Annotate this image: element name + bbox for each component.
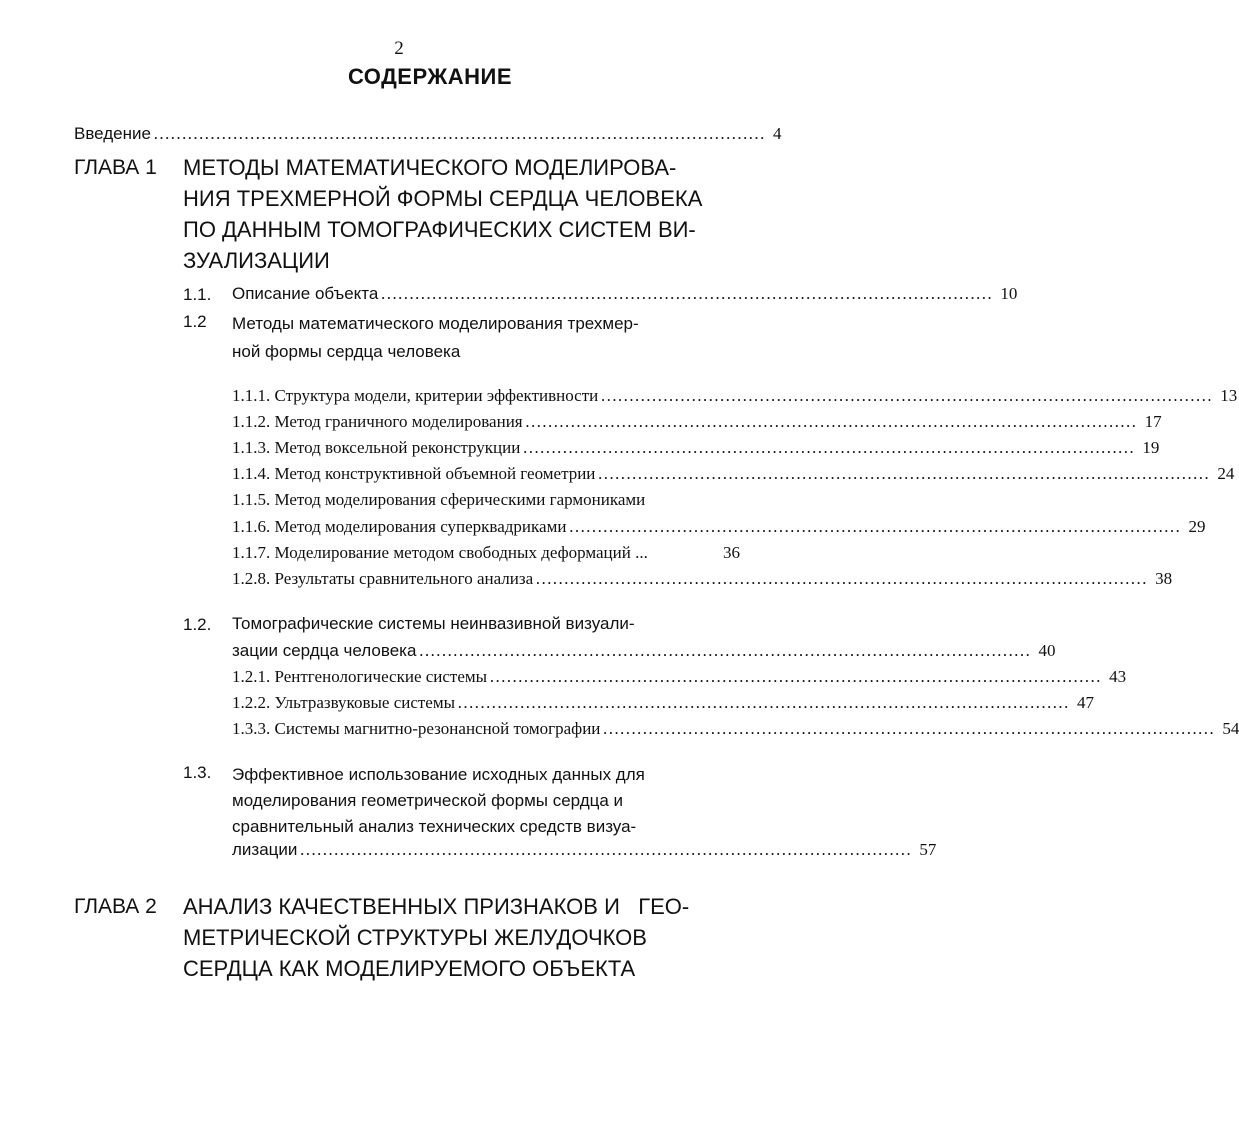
chapter1-label: ГЛАВА 1 [74,156,157,179]
toc-subsection[interactable] [232,543,740,563]
section-title-line: ной формы сердца человека [232,342,461,361]
leader-dots: ……………………………………………………………………………………………… [457,693,1070,712]
toc-entry-section-1-1[interactable] [232,284,1018,304]
subsection-page: 36 [723,543,740,562]
leader-dots: ……………………………………………………………………………………………… [299,840,912,859]
leader-dots: ……………………………………………………………………………………………… [597,464,1210,483]
section-num: 1.1. [183,285,212,304]
leader-dots: ……………………………………………………………………………………………… [602,719,1215,738]
toc-subsection[interactable] [232,412,1162,432]
toc-entry-intro[interactable] [74,124,782,144]
chapter1-title-line: ЗУАЛИЗАЦИИ [183,248,330,273]
chapter1-title-line: МЕТОДЫ МАТЕМАТИЧЕСКОГО МОДЕЛИРОВА- [183,155,677,180]
subsection-title: 1.2.1. Рентгенологические системы [232,667,488,686]
subsection-page: 19 [1142,438,1160,457]
subsection-page: 54 [1222,719,1239,738]
section-page: 10 [1000,284,1018,303]
leader-dots: ……………………………………………………………………………………………… [524,412,1137,431]
chapter2-title-line: СЕРДЦА КАК МОДЕЛИРУЕМОГО ОБЪЕКТА [183,956,636,981]
toc-subsection[interactable] [232,517,1206,537]
subsection-page: 38 [1155,569,1173,588]
toc-entry-section-1-3[interactable] [232,762,709,840]
section-page: 57 [919,840,937,859]
toc-subsection[interactable] [232,438,1160,458]
toc-subsection[interactable] [232,569,1173,589]
section-title: Описание объекта [232,284,379,303]
toc-entry-section-1-3-last[interactable] [232,840,937,860]
subsection-page: 29 [1188,517,1206,536]
leader-dots: ……………………………………………………………………………………………… [152,124,765,143]
subsection-title: 1.1.2. Метод граничного моделирования [232,412,523,431]
toc-subsection[interactable] [232,490,740,510]
chapter1-title-line: НИЯ ТРЕХМЕРНОЙ ФОРМЫ СЕРДЦА ЧЕЛОВЕКА [183,186,703,211]
leader-dots: ……………………………………………………………………………………………… [380,284,993,303]
toc-entry-section-1-2b[interactable] [232,641,1056,661]
subsection-page: 17 [1144,412,1162,431]
leader-dots: ……………………………………………………………………………………………… [418,641,1031,660]
section-title-line: лизации [232,840,298,859]
page-number: 2 [394,38,404,59]
section-title-line: Томографические системы неинвазивной визуали- [232,614,635,633]
section-page: 40 [1038,641,1056,660]
page-title: СОДЕРЖАНИЕ [347,64,513,89]
leader-dots: ……………………………………………………………………………………………… [600,386,1213,405]
leader-dots: ……………………………………………………………………………………………… [489,667,1102,686]
intro-page: 4 [772,124,782,143]
subsection-title: 1.1.6. Метод моделирования суперквадриками [232,517,567,536]
section-num: 1.2. [183,615,212,634]
leader-dots: ……………………………………………………………………………………………… [568,517,1181,536]
chapter1-title[interactable] [183,152,710,276]
subsection-title: 1.1.1. Структура модели, критерии эффективности [232,386,599,405]
toc-subsection[interactable] [232,719,1239,739]
subsection-title: 1.1.4. Метод конструктивной объемной геометрии [232,464,596,483]
subsection-title: 1.1.5. Метод моделирования сферическими гармониками [232,490,646,509]
section-title-line: моделирования геометрической формы сердца и [232,791,624,810]
leader-dots: ……………………………………………………………………………………………… [522,438,1135,457]
section-num: 1.2 [183,312,207,331]
subsection-title: 1.1.3. Метод воксельной реконструкции [232,438,521,457]
leader-dots: ……………………………………………………………………………………………… [535,569,1148,588]
chapter2-title[interactable] [183,891,710,984]
toc-subsection[interactable] [232,464,1235,484]
subsection-title: 1.2.2. Ультразвуковые системы [232,693,456,712]
subsection-title: 1.3.3. Системы магнитно-резонансной томографии [232,719,601,738]
toc-subsection[interactable] [232,693,1095,713]
section-title-line: сравнительный анализ технических средств визуа- [232,817,637,836]
subsection-page: 43 [1109,667,1127,686]
chapter2-label: ГЛАВА 2 [74,895,157,918]
subsection-page: 13 [1220,386,1238,405]
section-title-line: Методы математического моделирования трехмер- [232,314,639,333]
toc-subsection[interactable] [232,386,1238,406]
subsection-page: 47 [1077,693,1095,712]
chapter2-title-line: МЕТРИЧЕСКОЙ СТРУКТУРЫ ЖЕЛУДОЧКОВ [183,925,647,950]
subsection-page: 24 [1217,464,1235,483]
toc-entry-section-1-2[interactable] [232,310,709,366]
section-title-line: зации сердца человека [232,641,417,660]
chapter2-title-line: АНАЛИЗ КАЧЕСТВЕННЫХ ПРИЗНАКОВ И ГЕО- [183,894,690,919]
toc-subsection[interactable] [232,667,1127,687]
intro-label: Введение [74,124,151,143]
section-num: 1.3. [183,763,212,782]
subsection-title: 1.1.7. Моделирование методом свободных деформаций ... [232,543,648,562]
subsection-title: 1.2.8. Результаты сравнительного анализа [232,569,534,588]
section-title-line: Эффективное использование исходных данных для [232,765,645,784]
chapter1-title-line: ПО ДАННЫМ ТОМОГРАФИЧЕСКИХ СИСТЕМ ВИ- [183,217,696,242]
